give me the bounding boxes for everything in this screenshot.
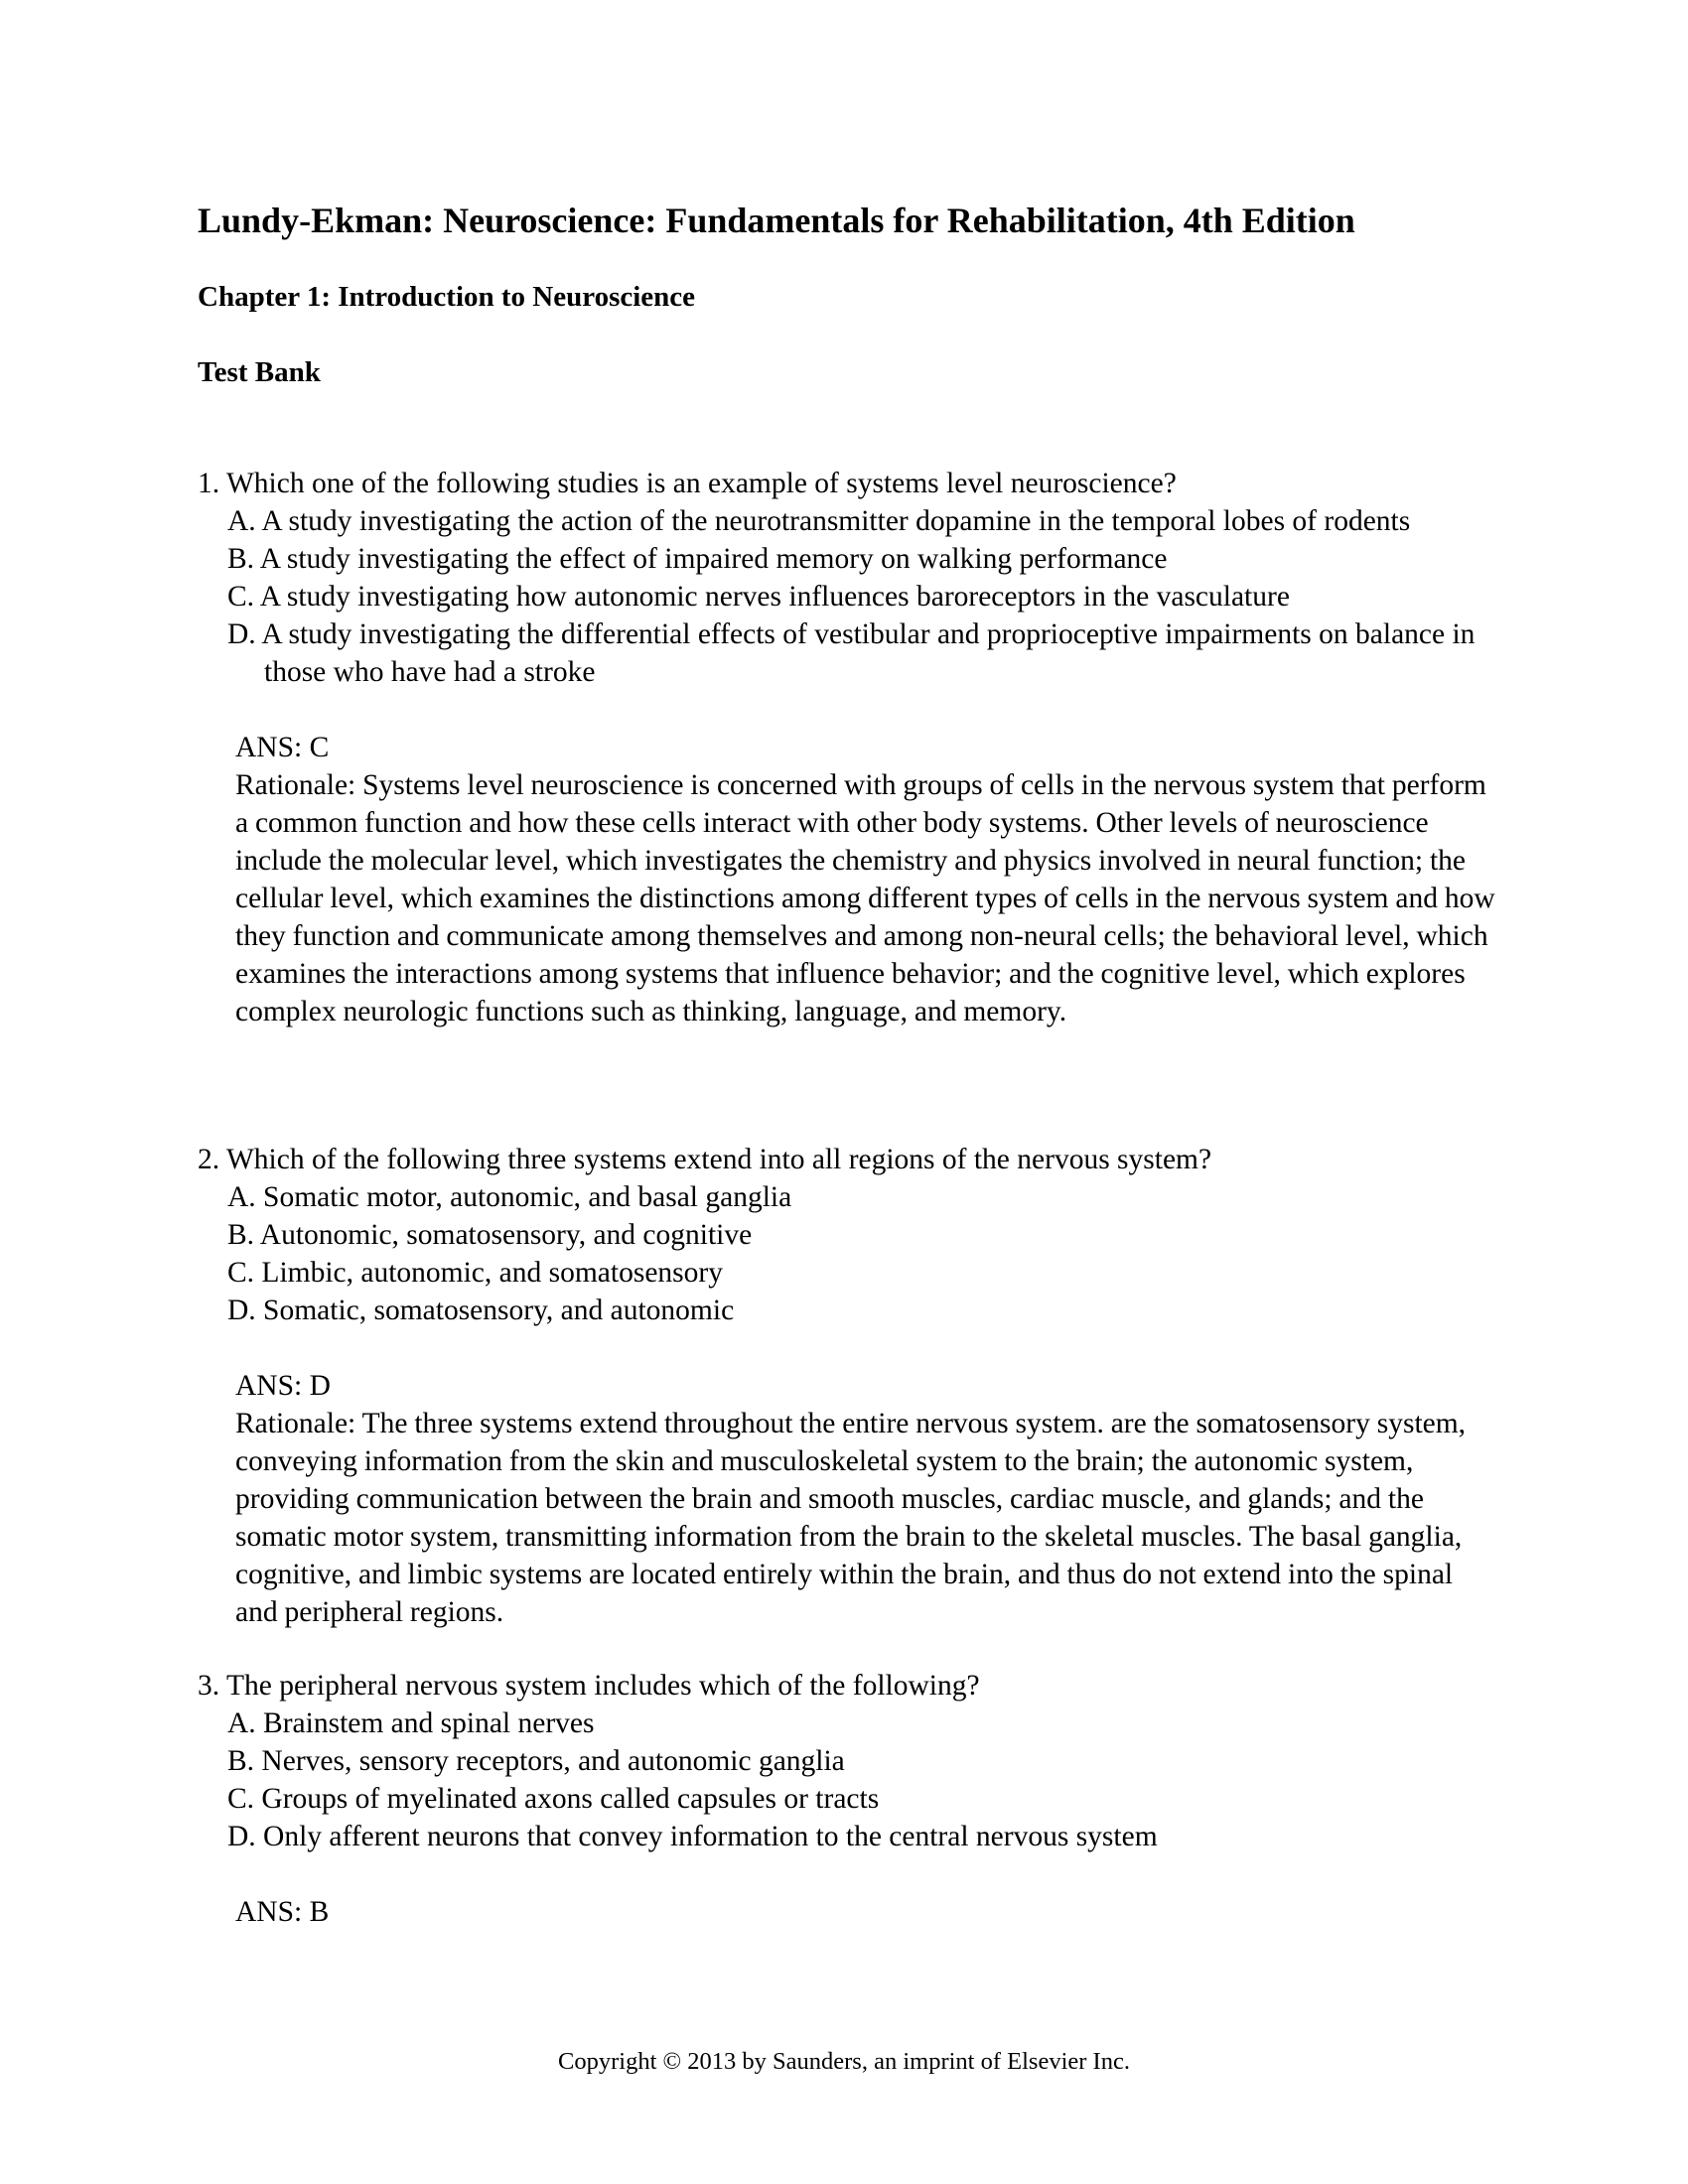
- chapter-title: Chapter 1: Introduction to Neuroscience: [198, 281, 696, 313]
- answer-key: ANS: D: [235, 1370, 331, 1402]
- option-a: A. A study investigating the action of the neurotransmitter dopamine in the temporal lobes of rodents: [227, 505, 1411, 537]
- option-a: A. Somatic motor, autonomic, and basal ganglia: [227, 1181, 792, 1213]
- option-b: B. Autonomic, somatosensory, and cognitive: [227, 1219, 753, 1251]
- answer-options: [198, 1178, 1508, 1329]
- question-stem: 1. Which one of the following studies is an example of systems level neuroscience?: [198, 468, 1177, 499]
- option-c: C. Groups of myelinated axons called capsules or tracts: [227, 1783, 880, 1815]
- answer-block: [198, 729, 1508, 1030]
- answer-options: [198, 1705, 1508, 1855]
- option-d: D. Somatic, somatosensory, and autonomic: [227, 1295, 735, 1326]
- option-a: A. Brainstem and spinal nerves: [227, 1707, 595, 1739]
- rationale: Rationale: Systems level neuroscience is concerned with groups of cells in the nervous system that perform a common function and how these cells interact with other body systems. Other levels of neuroscience include the molecular level, which investigates the chemistry and physics involved in neural function; the cellular level, which examines the distinctions among different types of cells in the nervous system and how they function and communicate among themselves and among non-neural cells; the behavioral level, which examines the interactions among systems that influence behavior; and the cognitive level, which explores complex neurologic functions such as thinking, language, and memory.: [235, 769, 1495, 1027]
- question-1: [198, 465, 1508, 1030]
- answer-block: [198, 1893, 1508, 1931]
- question-stem: 3. The peripheral nervous system includes which of the following?: [198, 1670, 980, 1702]
- answer-key: ANS: B: [235, 1896, 330, 1928]
- option-d: D. Only afferent neurons that convey information to the central nervous system: [227, 1821, 1158, 1852]
- copyright-footer: Copyright © 2013 by Saunders, an imprint of Elsevier Inc.: [558, 2048, 1130, 2075]
- option-b: B. A study investigating the effect of impaired memory on walking performance: [227, 543, 1168, 575]
- rationale: Rationale: The three systems extend throughout the entire nervous system. are the somatosensory system, conveying information from the skin and musculoskeletal system to the brain; the autonomic system, providing communication between the brain and smooth muscles, cardiac muscle, and glands; and the somatic motor system, transmitting information from the brain to the skeletal muscles. The basal ganglia, cognitive, and limbic systems are located entirely within the brain, and thus do not extend into the spinal and peripheral regions.: [235, 1408, 1467, 1628]
- answer-key: ANS: C: [235, 732, 330, 763]
- section-label: Test Bank: [198, 356, 321, 388]
- option-d: D. A study investigating the differential effects of vestibular and proprioceptive impairments on balance in those who have had a stroke: [227, 618, 1476, 688]
- question-stem: 2. Which of the following three systems extend into all regions of the nervous system?: [198, 1144, 1212, 1175]
- option-c: C. A study investigating how autonomic nerves influences baroreceptors in the vasculature: [227, 581, 1290, 613]
- book-title: Lundy-Ekman: Neuroscience: Fundamentals for Rehabilitation, 4th Edition: [198, 201, 1355, 240]
- question-3: [198, 1667, 1508, 1931]
- answer-block: [198, 1367, 1508, 1631]
- question-2: [198, 1141, 1508, 1631]
- option-b: B. Nerves, sensory receptors, and autonomic ganglia: [227, 1745, 845, 1777]
- answer-options: [198, 502, 1508, 691]
- option-c: C. Limbic, autonomic, and somatosensory: [227, 1257, 723, 1289]
